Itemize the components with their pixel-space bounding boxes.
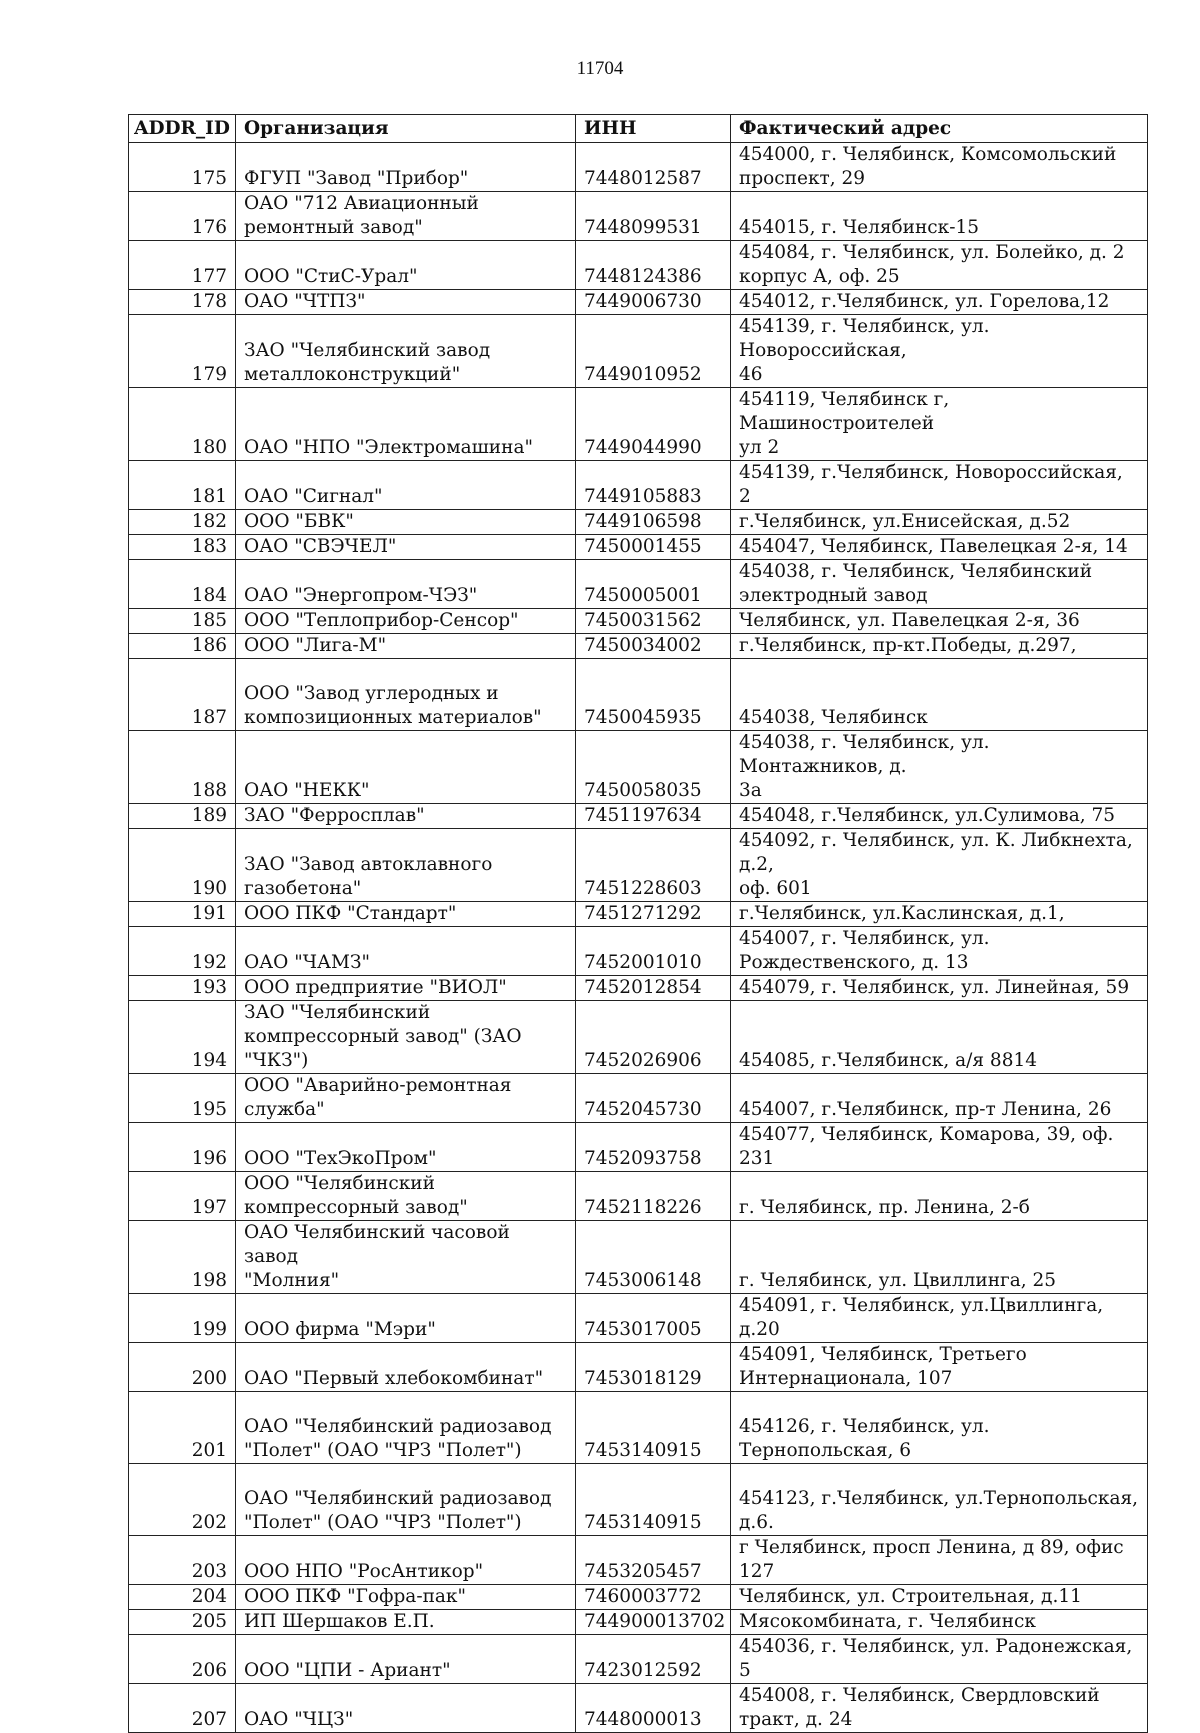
header-address: Фактический адрес — [731, 115, 1148, 143]
cell-inn: 7452026906 — [576, 1001, 731, 1074]
cell-inn: 7452045730 — [576, 1074, 731, 1123]
cell-address: 454085, г.Челябинск, а/я 8814 — [731, 1001, 1148, 1074]
cell-inn: 7450058035 — [576, 731, 731, 804]
table-row — [129, 634, 1148, 659]
header-inn: ИНН — [576, 115, 731, 143]
cell-addr-id: 193 — [129, 976, 236, 1001]
cell-organization: ООО "Челябинский компрессорный завод" — [236, 1172, 576, 1221]
cell-inn: 7460003772 — [576, 1585, 731, 1610]
cell-organization: ООО НПО "РосАнтикор" — [236, 1536, 576, 1585]
cell-inn: 7448124386 — [576, 241, 731, 290]
cell-address: 454012, г.Челябинск, ул. Горелова,12 — [731, 290, 1148, 315]
cell-addr-id: 190 — [129, 829, 236, 902]
cell-organization: ОАО "ЧТПЗ" — [236, 290, 576, 315]
cell-inn: 7448000013 — [576, 1684, 731, 1733]
table-row — [129, 510, 1148, 535]
table-row — [129, 1172, 1148, 1221]
cell-organization: ООО "Завод углеродных и композиционных материалов" — [236, 659, 576, 731]
cell-organization: ЗАО "Ферросплав" — [236, 804, 576, 829]
cell-inn: 7453140915 — [576, 1392, 731, 1464]
cell-addr-id: 206 — [129, 1635, 236, 1684]
table-row — [129, 902, 1148, 927]
table-row — [129, 976, 1148, 1001]
table-row — [129, 731, 1148, 804]
cell-addr-id: 196 — [129, 1123, 236, 1172]
cell-inn: 7453017005 — [576, 1294, 731, 1343]
cell-organization: ОАО "НПО "Электромашина" — [236, 388, 576, 461]
table-row — [129, 461, 1148, 510]
cell-organization: ОАО "ЧАМЗ" — [236, 927, 576, 976]
cell-address: 454123, г.Челябинск, ул.Тернопольская, д.6. — [731, 1464, 1148, 1536]
cell-address: 454008, г. Челябинск, Свердловский тракт, д. 24 — [731, 1684, 1148, 1733]
table-row — [129, 1123, 1148, 1172]
table-header-row — [129, 115, 1148, 143]
cell-organization: ОАО "Энергопром-ЧЭЗ" — [236, 560, 576, 609]
cell-inn: 7452001010 — [576, 927, 731, 976]
cell-organization: ООО ПКФ "Стандарт" — [236, 902, 576, 927]
cell-inn: 7449044990 — [576, 388, 731, 461]
table-row — [129, 1343, 1148, 1392]
cell-addr-id: 175 — [129, 143, 236, 192]
cell-addr-id: 176 — [129, 192, 236, 241]
cell-inn: 7450005001 — [576, 560, 731, 609]
cell-organization: ООО "ЦПИ - Ариант" — [236, 1635, 576, 1684]
cell-address: Челябинск, ул. Павелецкая 2-я, 36 — [731, 609, 1148, 634]
cell-inn: 7452118226 — [576, 1172, 731, 1221]
cell-address: 454139, г. Челябинск, ул. Новороссийская, 46 — [731, 315, 1148, 388]
cell-addr-id: 198 — [129, 1221, 236, 1294]
cell-address: г.Челябинск, ул.Енисейская, д.52 — [731, 510, 1148, 535]
cell-addr-id: 202 — [129, 1464, 236, 1536]
cell-addr-id: 187 — [129, 659, 236, 731]
table-row — [129, 1684, 1148, 1733]
cell-address: 454038, Челябинск — [731, 659, 1148, 731]
cell-address: 454084, г. Челябинск, ул. Болейко, д. 2 корпус А, оф. 25 — [731, 241, 1148, 290]
cell-address: Челябинск, ул. Строительная, д.11 — [731, 1585, 1148, 1610]
table-row — [129, 290, 1148, 315]
header-organization: Организация — [236, 115, 576, 143]
cell-addr-id: 194 — [129, 1001, 236, 1074]
cell-addr-id: 189 — [129, 804, 236, 829]
cell-inn: 7452093758 — [576, 1123, 731, 1172]
cell-inn: 7423012592 — [576, 1635, 731, 1684]
cell-organization: ООО "Аварийно-ремонтная служба" — [236, 1074, 576, 1123]
cell-address: 454038, г. Челябинск, ул. Монтажников, д. 3а — [731, 731, 1148, 804]
cell-organization: ООО "Теплоприбор-Сенсор" — [236, 609, 576, 634]
cell-organization: ЗАО "Челябинский завод металлоконструкций" — [236, 315, 576, 388]
table-row — [129, 1001, 1148, 1074]
cell-inn: 7453006148 — [576, 1221, 731, 1294]
table-row — [129, 659, 1148, 731]
table-row — [129, 1221, 1148, 1294]
cell-addr-id: 201 — [129, 1392, 236, 1464]
cell-addr-id: 180 — [129, 388, 236, 461]
cell-inn: 7448099531 — [576, 192, 731, 241]
cell-addr-id: 184 — [129, 560, 236, 609]
cell-inn: 7449006730 — [576, 290, 731, 315]
cell-addr-id: 203 — [129, 1536, 236, 1585]
cell-inn: 7451197634 — [576, 804, 731, 829]
cell-address: 454048, г.Челябинск, ул.Сулимова, 75 — [731, 804, 1148, 829]
cell-organization: ОАО Челябинский часовой завод "Молния" — [236, 1221, 576, 1294]
cell-address: 454000, г. Челябинск, Комсомольский проспект, 29 — [731, 143, 1148, 192]
table-body — [129, 143, 1148, 1733]
table-row — [129, 1635, 1148, 1684]
cell-organization: ОАО "Челябинский радиозавод "Полет" (ОАО "ЧРЗ "Полет") — [236, 1392, 576, 1464]
cell-organization: ФГУП "Завод "Прибор" — [236, 143, 576, 192]
cell-address: 454091, Челябинск, Третьего Интернационала, 107 — [731, 1343, 1148, 1392]
cell-inn: 7449106598 — [576, 510, 731, 535]
cell-inn: 7451228603 — [576, 829, 731, 902]
table-row — [129, 192, 1148, 241]
cell-organization: ОАО "НЕКК" — [236, 731, 576, 804]
cell-inn: 7451271292 — [576, 902, 731, 927]
cell-address: 454119, Челябинск г, Машиностроителей ул 2 — [731, 388, 1148, 461]
cell-addr-id: 188 — [129, 731, 236, 804]
cell-addr-id: 185 — [129, 609, 236, 634]
cell-organization: ЗАО "Челябинский компрессорный завод" (ЗАО "ЧКЗ") — [236, 1001, 576, 1074]
table-row — [129, 315, 1148, 388]
cell-address: г.Челябинск, пр-кт.Победы, д.297, — [731, 634, 1148, 659]
cell-inn: 7448012587 — [576, 143, 731, 192]
cell-addr-id: 204 — [129, 1585, 236, 1610]
cell-address: 454007, г.Челябинск, пр-т Ленина, 26 — [731, 1074, 1148, 1123]
cell-inn: 7452012854 — [576, 976, 731, 1001]
cell-address: 454015, г. Челябинск-15 — [731, 192, 1148, 241]
table-row — [129, 829, 1148, 902]
cell-addr-id: 182 — [129, 510, 236, 535]
cell-addr-id: 205 — [129, 1610, 236, 1635]
cell-addr-id: 179 — [129, 315, 236, 388]
page-number: 11704 — [576, 58, 624, 79]
table-row — [129, 1294, 1148, 1343]
cell-address: 454007, г. Челябинск, ул. Рождественского, д. 13 — [731, 927, 1148, 976]
cell-inn: 7449105883 — [576, 461, 731, 510]
cell-address: 454038, г. Челябинск, Челябинский электродный завод — [731, 560, 1148, 609]
header-addr-id: ADDR_ID — [129, 115, 236, 143]
cell-inn: 7450001455 — [576, 535, 731, 560]
cell-inn: 744900013702 — [576, 1610, 731, 1635]
cell-address: 454047, Челябинск, Павелецкая 2-я, 14 — [731, 535, 1148, 560]
cell-organization: ООО фирма "Мэри" — [236, 1294, 576, 1343]
table-row — [129, 1585, 1148, 1610]
cell-inn: 7453205457 — [576, 1536, 731, 1585]
table-row — [129, 927, 1148, 976]
table-row — [129, 388, 1148, 461]
cell-organization: ИП Шершаков Е.П. — [236, 1610, 576, 1635]
cell-organization: ОАО "Первый хлебокомбинат" — [236, 1343, 576, 1392]
cell-address: 454079, г. Челябинск, ул. Линейная, 59 — [731, 976, 1148, 1001]
organizations-table — [128, 114, 1148, 1733]
cell-address: г.Челябинск, ул.Каслинская, д.1, — [731, 902, 1148, 927]
cell-organization: ОАО "Челябинский радиозавод "Полет" (ОАО "ЧРЗ "Полет") — [236, 1464, 576, 1536]
cell-organization: ЗАО "Завод автоклавного газобетона" — [236, 829, 576, 902]
cell-organization: ОАО "712 Авиационный ремонтный завод" — [236, 192, 576, 241]
table-row — [129, 1392, 1148, 1464]
cell-inn: 7453140915 — [576, 1464, 731, 1536]
table-row — [129, 1610, 1148, 1635]
cell-addr-id: 199 — [129, 1294, 236, 1343]
cell-address: 454077, Челябинск, Комарова, 39, оф. 231 — [731, 1123, 1148, 1172]
cell-addr-id: 207 — [129, 1684, 236, 1733]
cell-inn: 7450031562 — [576, 609, 731, 634]
cell-addr-id: 195 — [129, 1074, 236, 1123]
cell-organization: ОАО "СВЭЧЕЛ" — [236, 535, 576, 560]
table-row — [129, 1464, 1148, 1536]
table-row — [129, 560, 1148, 609]
cell-organization: ООО "БВК" — [236, 510, 576, 535]
cell-addr-id: 183 — [129, 535, 236, 560]
table-row — [129, 143, 1148, 192]
table-row — [129, 1536, 1148, 1585]
cell-inn: 7449010952 — [576, 315, 731, 388]
cell-addr-id: 197 — [129, 1172, 236, 1221]
cell-organization: ОАО "Сигнал" — [236, 461, 576, 510]
table-row — [129, 535, 1148, 560]
cell-organization: ОАО "ЧЦЗ" — [236, 1684, 576, 1733]
cell-organization: ООО "СтиС-Урал" — [236, 241, 576, 290]
cell-organization: ООО "ТехЭкоПром" — [236, 1123, 576, 1172]
cell-organization: ООО "Лига-М" — [236, 634, 576, 659]
table-row — [129, 241, 1148, 290]
cell-addr-id: 186 — [129, 634, 236, 659]
table-row — [129, 804, 1148, 829]
cell-organization: ООО предприятие "ВИОЛ" — [236, 976, 576, 1001]
cell-address: 454036, г. Челябинск, ул. Радонежская, 5 — [731, 1635, 1148, 1684]
cell-addr-id: 191 — [129, 902, 236, 927]
cell-addr-id: 192 — [129, 927, 236, 976]
cell-addr-id: 181 — [129, 461, 236, 510]
cell-address: 454091, г. Челябинск, ул.Цвиллинга, д.20 — [731, 1294, 1148, 1343]
cell-addr-id: 178 — [129, 290, 236, 315]
cell-address: г. Челябинск, ул. Цвиллинга, 25 — [731, 1221, 1148, 1294]
cell-address: 454126, г. Челябинск, ул. Тернопольская, 6 — [731, 1392, 1148, 1464]
cell-addr-id: 177 — [129, 241, 236, 290]
cell-organization: ООО ПКФ "Гофра-пак" — [236, 1585, 576, 1610]
table-row — [129, 609, 1148, 634]
cell-inn: 7450045935 — [576, 659, 731, 731]
cell-inn: 7450034002 — [576, 634, 731, 659]
table-row — [129, 1074, 1148, 1123]
cell-inn: 7453018129 — [576, 1343, 731, 1392]
cell-address: Мясокомбината, г. Челябинск — [731, 1610, 1148, 1635]
cell-address: 454092, г. Челябинск, ул. К. Либкнехта, д.2, оф. 601 — [731, 829, 1148, 902]
cell-address: г. Челябинск, пр. Ленина, 2-б — [731, 1172, 1148, 1221]
cell-addr-id: 200 — [129, 1343, 236, 1392]
cell-address: г Челябинск, просп Ленина, д 89, офис 127 — [731, 1536, 1148, 1585]
cell-address: 454139, г.Челябинск, Новороссийская, 2 — [731, 461, 1148, 510]
